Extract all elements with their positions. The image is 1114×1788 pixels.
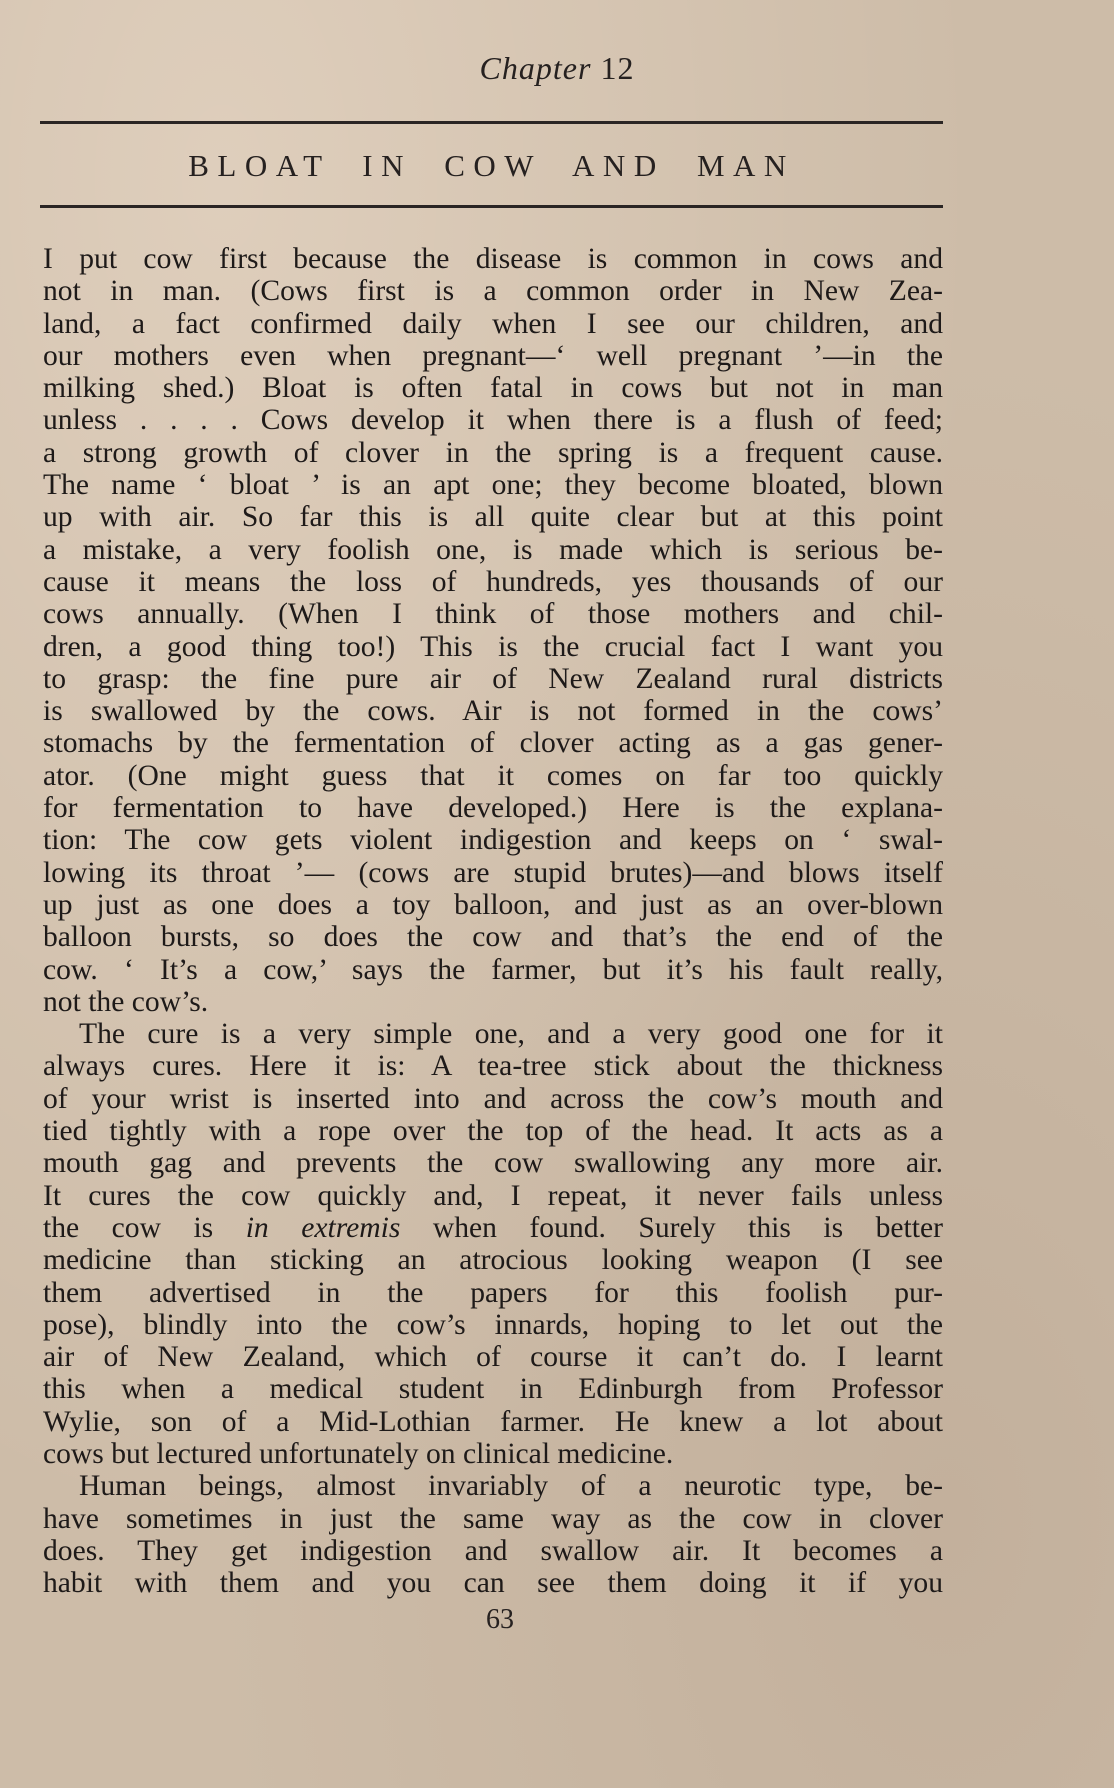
text-line: air of New Zealand, which of course it can’t do. I learnt <box>43 1341 943 1374</box>
text-line: dren, a good thing too!) This is the crucial fact I want you <box>43 630 943 663</box>
italic-phrase: in extremis <box>245 1211 401 1244</box>
text-line: have sometimes in just the same way as the cow in clover <box>43 1502 943 1535</box>
text-line: cause it means the loss of hundreds, yes thousands of our <box>43 565 943 598</box>
text-line: The name ‘ bloat ’ is an apt one; they become bloated, blown <box>43 469 943 502</box>
paragraph-1 <box>43 243 943 1018</box>
text-line: I put cow first because the disease is common in cows and <box>43 243 943 275</box>
chapter-word: Chapter <box>479 50 592 86</box>
paragraph-3 <box>43 1470 943 1599</box>
chapter-number: 12 <box>600 50 635 86</box>
chapter-title: BLOAT IN COW AND MAN <box>188 148 795 183</box>
chapter-heading <box>0 50 1114 87</box>
bottom-rule <box>40 205 943 208</box>
body-text <box>43 243 943 1599</box>
text-line: not the cow’s. <box>43 985 209 1018</box>
text-line: not in man. (Cows first is a common order in New Zea- <box>43 275 943 308</box>
text-line: milking shed.) Bloat is often fatal in cows but not in man <box>43 372 943 405</box>
text-line: stomachs by the fermentation of clover acting as a gas gener- <box>43 727 943 760</box>
text-line: this when a medical student in Edinburgh from Professor <box>43 1373 943 1406</box>
text-line: tion: The cow gets violent indigestion and keeps on ‘ swal- <box>43 824 943 857</box>
text-line <box>43 1212 943 1244</box>
text-line: ator. (One might guess that it comes on far too quickly <box>43 759 943 792</box>
text-line: them advertised in the papers for this foolish pur- <box>43 1276 943 1309</box>
text-line: up just as one does a toy balloon, and just as an over-blown <box>43 888 943 921</box>
text-line: lowing its throat ’— (cows are stupid brutes)—and blows itself <box>43 856 943 889</box>
text-line: Wylie, son of a Mid-Lothian farmer. He knew a lot about <box>43 1405 943 1438</box>
text-line: cow. ‘ It’s a cow,’ says the farmer, but it’s his fault really, <box>43 953 943 986</box>
text-line: of your wrist is inserted into and across the cow’s mouth and <box>43 1082 943 1115</box>
text-line: our mothers even when pregnant—‘ well pregnant ’—in the <box>43 339 943 372</box>
text-line: The cure is a very simple one, and a very good one for it <box>79 1018 943 1051</box>
text-line: a mistake, a very foolish one, is made which is serious be- <box>43 533 943 566</box>
text-line: for fermentation to have developed.) Here is the explana- <box>43 792 943 825</box>
text-line: pose), blindly into the cow’s innards, hoping to let out the <box>43 1308 943 1341</box>
text-line: a strong growth of clover in the spring is a frequent cause. <box>43 436 943 469</box>
text-line: up with air. So far this is all quite clear but at this point <box>43 501 943 534</box>
text-line: to grasp: the fine pure air of New Zealand rural districts <box>43 662 943 695</box>
text-line: land, a fact confirmed daily when I see our children, and <box>43 307 943 340</box>
text-line: unless . . . . Cows develop it when there is a flush of feed; <box>43 404 943 437</box>
text-line: mouth gag and prevents the cow swallowing any more air. <box>43 1147 943 1180</box>
top-rule <box>40 121 943 124</box>
text-run: the cow is <box>43 1211 214 1244</box>
text-line: does. They get indigestion and swallow air. It becomes a <box>43 1534 943 1567</box>
text-line: is swallowed by the cows. Air is not formed in the cows’ <box>43 695 943 728</box>
text-line: Human beings, almost invariably of a neurotic type, be- <box>79 1470 943 1503</box>
text-line: tied tightly with a rope over the top of the head. It acts as a <box>43 1115 943 1148</box>
text-line: cows but lectured unfortunately on clinical medicine. <box>43 1437 674 1470</box>
text-line: cows annually. (When I think of those mothers and chil- <box>43 598 943 631</box>
text-line: balloon bursts, so does the cow and that’s the end of the <box>43 921 943 954</box>
page-number: 63 <box>486 1604 514 1635</box>
text-line: medicine than sticking an atrocious looking weapon (I see <box>43 1244 943 1277</box>
text-run: when found. Surely this is better <box>432 1211 943 1244</box>
paragraph-2 <box>43 1018 943 1470</box>
text-line: habit with them and you can see them doing it if you <box>43 1567 943 1600</box>
text-line: always cures. Here it is: A tea-tree stick about the thickness <box>43 1050 943 1083</box>
text-line: It cures the cow quickly and, I repeat, it never fails unless <box>43 1179 943 1212</box>
